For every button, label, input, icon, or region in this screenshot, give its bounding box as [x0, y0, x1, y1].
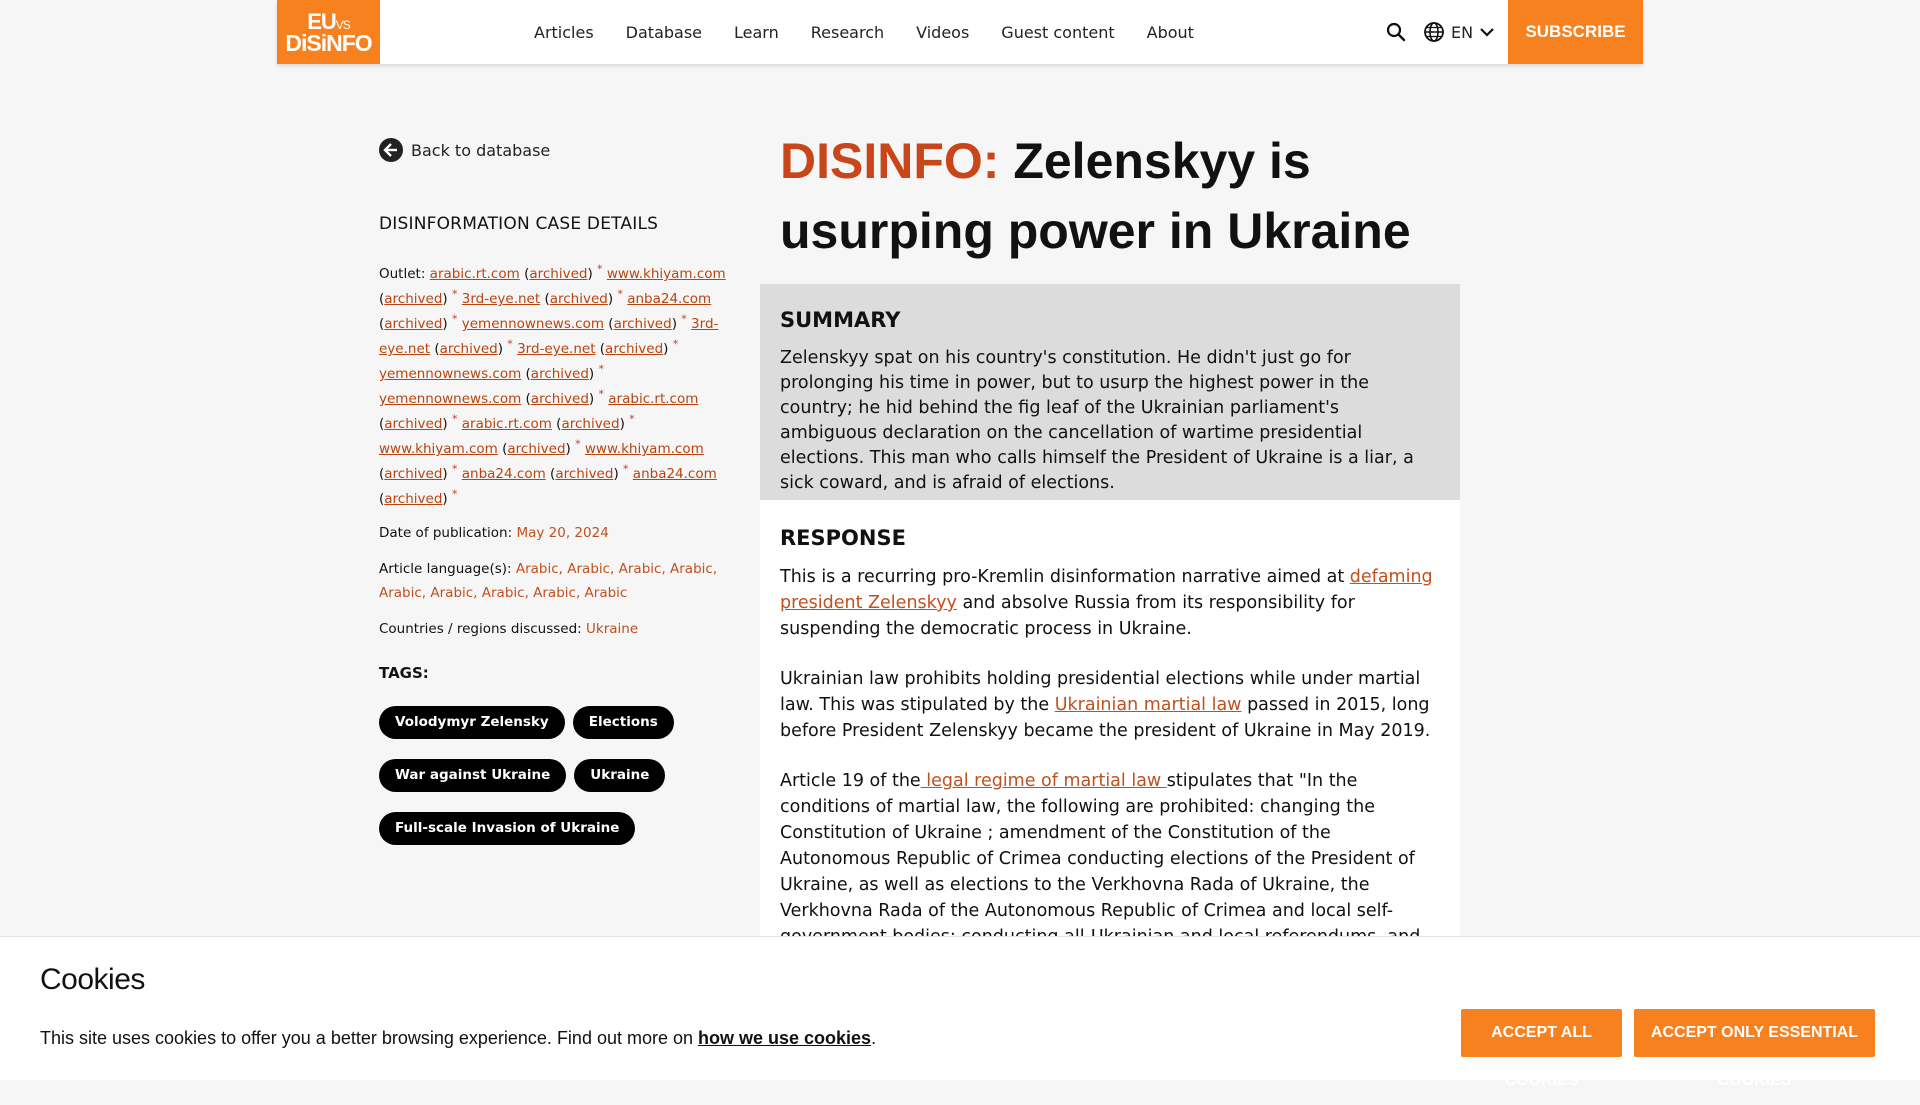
nav-about[interactable]: About	[1146, 22, 1194, 42]
asterisk-icon: *	[629, 412, 635, 426]
accept-all-cookies-button[interactable]: ACCEPT ALL COOKIES	[1461, 1009, 1622, 1057]
response-paragraph-2: Ukrainian law prohibits holding presidential elections while under martial law. This was stipulated by the Ukrainian martial law passed in 2015, long before President Zelenskyy became the president of Ukraine in May 2019.	[780, 669, 1431, 741]
main-nav	[534, 0, 1226, 64]
archived-link[interactable]: archived	[561, 416, 620, 432]
subscribe-button[interactable]: SUBSCRIBE	[1508, 0, 1643, 64]
outlet-link[interactable]: yemennownews.com	[461, 316, 604, 332]
language-label: EN	[1451, 22, 1474, 42]
asterisk-icon: *	[507, 337, 513, 351]
tag-ukraine[interactable]: Ukraine	[574, 759, 665, 792]
response-heading: RESPONSE	[780, 526, 906, 550]
summary-text: Zelenskyy spat on his country's constitution. He didn't just go for prolonging his time in power, but to usurp the highest power in the country; he hid behind the fig leaf of the Ukrainian parliament's ambiguous declaration on the cancellation of wartime presidential elections. This man who calls himself the President of Ukraine is a liar, a sick coward, and is afraid of elections.	[780, 348, 1414, 493]
asterisk-icon: *	[598, 387, 604, 401]
countries-label: Countries / regions discussed:	[379, 621, 582, 637]
title-text: Zelenskyy is usurping power in Ukraine	[780, 133, 1411, 259]
countries-discussed	[379, 617, 731, 641]
nav-learn[interactable]: Learn	[734, 22, 779, 42]
nav-database[interactable]: Database	[625, 22, 703, 42]
site-header	[277, 0, 1643, 64]
language-selector[interactable]	[1423, 20, 1495, 44]
asterisk-icon: *	[672, 337, 679, 351]
archived-link[interactable]: archived	[384, 291, 443, 307]
asterisk-icon: *	[617, 287, 623, 301]
archived-link[interactable]: archived	[530, 366, 589, 382]
asterisk-icon: *	[575, 437, 581, 451]
archived-link[interactable]: archived	[530, 391, 589, 407]
outlet-list: Outlet: arabic.rt.com (archived) * www.khiyam.com (archived) * 3rd-eye.net (archived) * anba24.com (archived) * yemennownews.com (archived) * 3rd-eye.net (archived) * 3rd-eye.net (archived) * yemennownews.com (archived) * yemennownews.com (archived) * arabic.rt.com (archived) * arabic.rt.com (archived) * www.khiyam.com (archived) * www.khiyam.com (archived) * anba24.com (archived) * anba24.com (archived) *	[379, 262, 726, 507]
language-field-label: Article language(s):	[379, 561, 512, 577]
cookie-title: Cookies	[40, 963, 145, 996]
tag-war-against-ukraine[interactable]: War against Ukraine	[379, 759, 566, 792]
outlet-link[interactable]: 3rd-eye.net	[461, 291, 541, 307]
outlet-link[interactable]: www.khiyam.com	[584, 441, 704, 457]
asterisk-icon: *	[451, 287, 458, 301]
accept-essential-cookies-button[interactable]: ACCEPT ONLY ESSENTIAL COOKIES	[1634, 1009, 1875, 1057]
archived-link[interactable]: archived	[549, 291, 608, 307]
page-title	[780, 126, 1420, 266]
archived-link[interactable]: archived	[439, 341, 498, 357]
martial-law-link[interactable]: Ukrainian martial law	[1054, 695, 1242, 715]
nav-research[interactable]: Research	[810, 22, 885, 42]
outlet-link[interactable]: yemennownews.com	[379, 391, 522, 407]
asterisk-icon: *	[598, 362, 604, 376]
outlet-link[interactable]: arabic.rt.com	[608, 391, 699, 407]
globe-icon	[1423, 21, 1445, 43]
date-label: Date of publication:	[379, 525, 513, 541]
logo-vs: VS	[335, 18, 350, 32]
tag-full-scale-invasion[interactable]: Full-scale Invasion of Ukraine	[379, 812, 635, 845]
article-languages	[379, 557, 731, 605]
countries-value[interactable]: Ukraine	[586, 621, 639, 637]
nav-articles[interactable]: Articles	[534, 22, 594, 42]
outlet-link[interactable]: anba24.com	[632, 466, 717, 482]
archived-link[interactable]: archived	[613, 316, 672, 332]
tag-volodymyr-zelensky[interactable]: Volodymyr Zelensky	[379, 706, 565, 739]
outlet-link[interactable]: anba24.com	[461, 466, 546, 482]
site-logo[interactable]	[277, 0, 380, 64]
date-of-publication	[379, 521, 731, 545]
asterisk-icon: *	[681, 312, 687, 326]
archived-link[interactable]: archived	[555, 466, 614, 482]
outlet-link[interactable]: www.khiyam.com	[606, 266, 726, 282]
response-box	[760, 500, 1460, 940]
logo-disinfo: DiSiNFO	[285, 30, 372, 56]
cookie-text: This site uses cookies to offer you a better browsing experience. Find out more on how we use cookies.	[40, 1028, 877, 1048]
asterisk-icon: *	[451, 412, 458, 426]
archived-link[interactable]: archived	[384, 491, 443, 507]
response-paragraph-1: This is a recurring pro-Kremlin disinformation narrative aimed at defaming president Zelenskyy and absolve Russia from its responsibility for suspending the democratic process in Ukraine.	[780, 567, 1433, 639]
outlet-link[interactable]: yemennownews.com	[379, 366, 522, 382]
tag-elections[interactable]: Elections	[573, 706, 674, 739]
archived-link[interactable]: archived	[384, 316, 443, 332]
archived-link[interactable]: archived	[529, 266, 588, 282]
tag-list	[379, 706, 731, 865]
case-details-heading: DISINFORMATION CASE DETAILS	[379, 214, 659, 234]
language-field-value: Arabic, Arabic, Arabic, Arabic, Arabic, Arabic, Arabic, Arabic, Arabic	[379, 561, 718, 601]
chevron-down-icon	[1479, 24, 1495, 40]
response-paragraph-3: Article 19 of the legal regime of martial law stipulates that "In the conditions of martial law, the following are prohibited: changing the Constitution of Ukraine ; amendment of the Constitution of the Autonomous Republic of Crimea conducting elections of the President of Ukraine, as well as elections to the Verkhovna Rada of Ukraine, the Verkhovna Rada of the Autonomous Republic of Crimea and local self-	[780, 771, 1415, 921]
archived-link[interactable]: archived	[605, 341, 664, 357]
cookie-banner	[0, 936, 1920, 1089]
defaming-link[interactable]: defaming president Zelenskyy	[780, 567, 1433, 613]
asterisk-icon: *	[597, 262, 603, 276]
legal-regime-link[interactable]: legal regime of martial law	[920, 771, 1167, 791]
summary-heading: SUMMARY	[780, 308, 901, 332]
asterisk-icon: *	[451, 462, 458, 476]
nav-guest-content[interactable]: Guest content	[1001, 22, 1115, 42]
asterisk-icon: *	[623, 462, 629, 476]
outlet-label: Outlet:	[379, 266, 426, 282]
asterisk-icon: *	[451, 312, 458, 326]
archived-link[interactable]: archived	[384, 466, 443, 482]
outlet-link[interactable]: 3rd-eye.net	[517, 341, 596, 357]
outlet-link[interactable]: www.khiyam.com	[379, 441, 498, 457]
archived-link[interactable]: archived	[507, 441, 566, 457]
outlet-link[interactable]: anba24.com	[627, 291, 712, 307]
tags-heading: TAGS:	[379, 664, 429, 682]
logo-eu: EU	[307, 9, 336, 34]
date-value: May 20, 2024	[516, 525, 609, 541]
summary-box	[760, 284, 1460, 500]
outlet-link[interactable]: arabic.rt.com	[461, 416, 552, 432]
back-label: Back to database	[411, 140, 551, 160]
cookie-policy-link[interactable]: how we use cookies	[698, 1028, 872, 1048]
search-icon[interactable]	[1385, 21, 1407, 43]
asterisk-icon: *	[451, 487, 458, 501]
archived-link[interactable]: archived	[384, 416, 443, 432]
outlet-link[interactable]: 3rd-eye.net	[379, 316, 719, 357]
nav-videos[interactable]: Videos	[916, 22, 970, 42]
title-prefix: DISINFO:	[780, 133, 1000, 189]
outlet-link[interactable]: arabic.rt.com	[429, 266, 520, 282]
arrow-left-icon	[379, 138, 403, 162]
back-to-database-link[interactable]	[379, 138, 550, 162]
